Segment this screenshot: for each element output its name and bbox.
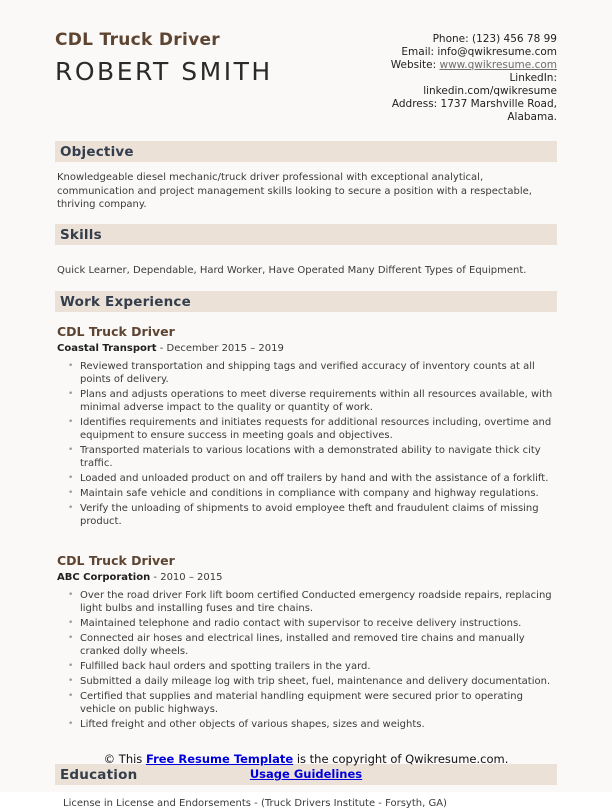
section-objective (55, 141, 557, 212)
objective-section-header: Objective (55, 141, 557, 162)
section-work-experience (55, 291, 557, 731)
contact-address-line2: Alabama. (507, 111, 557, 123)
job-meta (57, 572, 557, 583)
free-resume-template-link[interactable]: Free Resume Template (145, 752, 294, 766)
company-name: ABC Corporation (57, 572, 151, 583)
bullet-item: • Plans and adjusts operations to meet diverse requirements within all resources available, with minimal adverse impact to the quality or quantity of work. (80, 388, 557, 414)
job-title: CDL Truck Driver (57, 324, 175, 339)
job-bullet-list (57, 589, 557, 731)
person-name: ROBERT SMITH (55, 57, 273, 86)
skills-section-header: Skills (55, 224, 557, 245)
company-name: Coastal Transport (57, 343, 157, 354)
bullet-item: • Loaded and unloaded product on and off trailers by hand and with the assistance of a forklift. (80, 472, 557, 485)
job-dates: December 2015 – 2019 (166, 343, 284, 354)
bullet-item: • Identifies requirements and initiates requests for additional resources including, overtime and equipment to ensure success in meeting goals and objectives. (80, 416, 557, 442)
website-label: Website: (390, 59, 440, 71)
bullet-item: • Reviewed transportation and shipping tags and verified accuracy of inventory counts at all points of delivery. (80, 360, 557, 386)
contact-website (319, 59, 557, 72)
bullet-item: • Verify the unloading of shipments to avoid employee theft and fraudulent claims of missing product. (80, 502, 557, 528)
bullet-item: • Submitted a daily mileage log with trip sheet, fuel, maintenance and delivery documentation. (80, 675, 557, 688)
job-dates: 2010 – 2015 (160, 572, 223, 583)
footer (0, 752, 612, 782)
footer-middle: is the copyright of Qwikresume.com. (296, 752, 509, 766)
header (55, 0, 557, 124)
contact-address-line1: Address: 1737 Marshville Road, (391, 98, 557, 110)
separator: - (150, 572, 161, 583)
section-skills (55, 224, 557, 278)
usage-guidelines-link[interactable]: Usage Guidelines (249, 767, 363, 781)
contact-block (319, 30, 557, 124)
header-left (55, 30, 273, 124)
separator: - (156, 343, 167, 354)
job-bullet-list (57, 360, 557, 528)
contact-phone: Phone: (123) 456 78 99 (432, 33, 557, 45)
bullet-item: • Maintained telephone and radio contact with supervisor to receive delivery instructions. (80, 617, 557, 630)
bullet-item: • Over the road driver Fork lift boom certified Conducted emergency roadside repairs, replacing light bulbs and installing fuses and tire chains. (80, 589, 557, 615)
job-entry-1 (55, 324, 557, 528)
website-link[interactable]: www.qwikresume.com (439, 59, 557, 71)
work-experience-section-header: Work Experience (55, 291, 557, 312)
bullet-item: • Connected air hoses and electrical lines, installed and removed tire chains and manually cranked dolly wheels. (80, 632, 557, 658)
bullet-item: • Lifted freight and other objects of various shapes, sizes and weights. (80, 718, 557, 731)
job-title: CDL Truck Driver (57, 553, 175, 568)
document-title: CDL Truck Driver (55, 30, 220, 50)
bullet-item: • Transported materials to various locations with a demonstrated ability to navigate thick city traffic. (80, 444, 557, 470)
contact-email: Email: info@qwikresume.com (401, 46, 557, 58)
contact-linkedin-value: linkedin.com/qwikresume (423, 85, 557, 97)
objective-text: Knowledgeable diesel mechanic/truck driver professional with exceptional analytical, communication and project management skills looking to secure a position with a respectable, thriving company. (57, 172, 532, 210)
footer-prefix: © This (103, 752, 143, 766)
job-entry-2 (55, 553, 557, 731)
skills-text: Quick Learner, Dependable, Hard Worker, Have Operated Many Different Types of Equipment. (57, 264, 527, 276)
bullet-item: • Certified that supplies and material handling equipment were secured prior to operating vehicle on public highways. (80, 690, 557, 716)
contact-linkedin-label: LinkedIn: (509, 72, 557, 84)
job-meta (57, 343, 557, 354)
bullet-item: • Fulfilled back haul orders and spotting trailers in the yard. (80, 660, 557, 673)
education-text: License in License and Endorsements - (Truck Drivers Institute - Forsyth, GA) (63, 798, 447, 809)
education-section-header: Education (55, 764, 557, 785)
bullet-item: • Maintain safe vehicle and conditions in compliance with company and highway regulations. (80, 487, 557, 500)
